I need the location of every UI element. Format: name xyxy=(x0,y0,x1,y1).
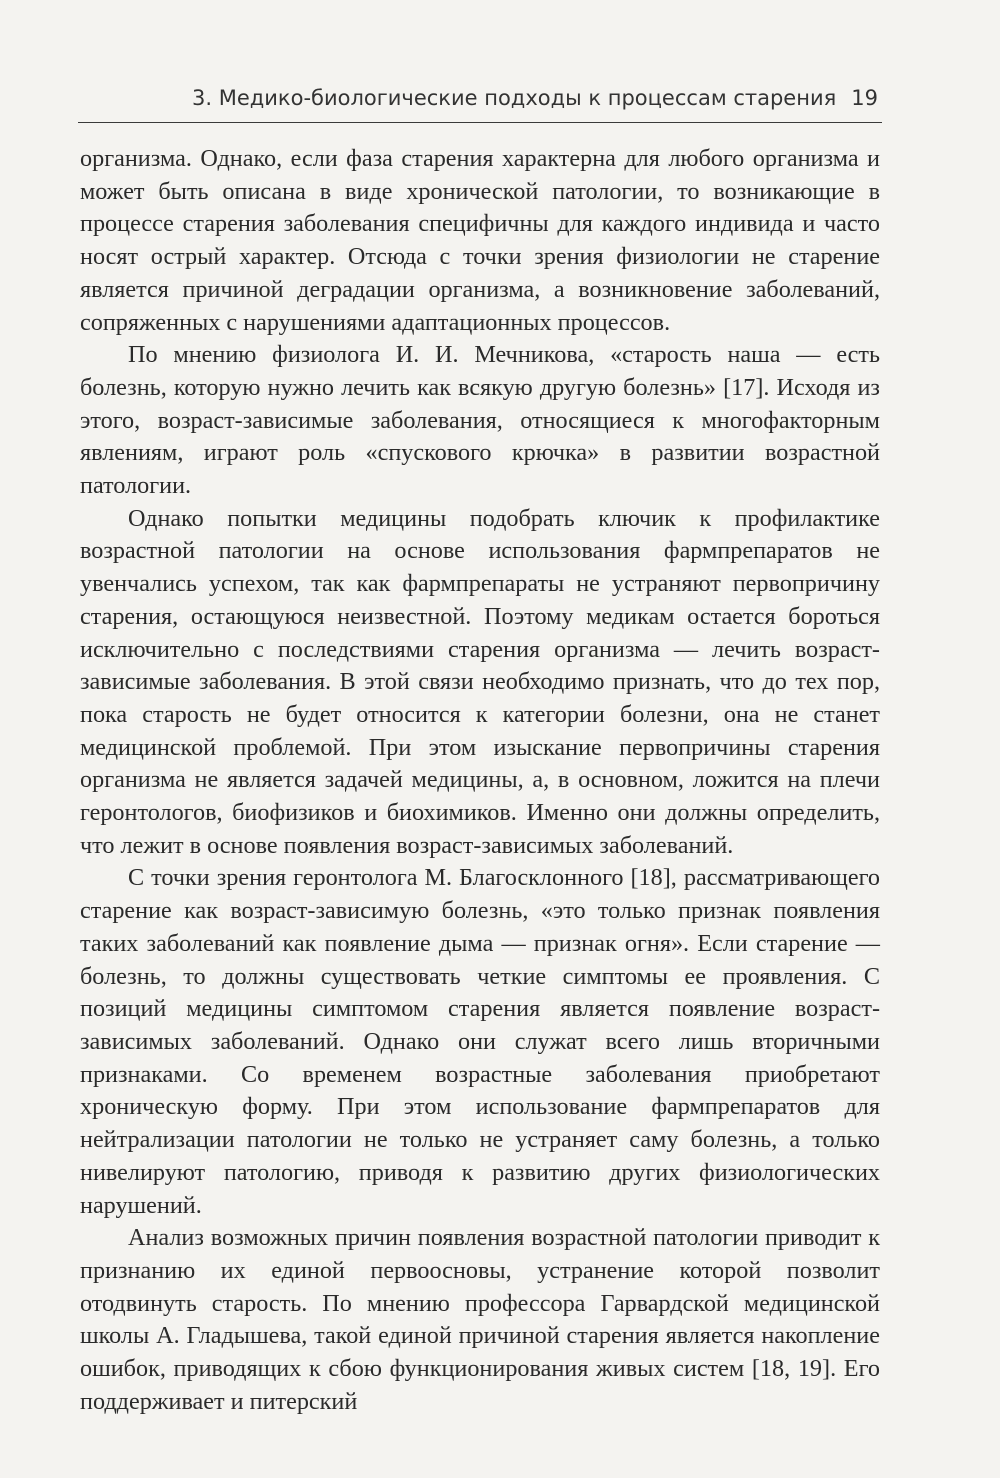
paragraph: Однако попытки медицины подобрать ключик к профилактике возрастной патологии на основе использования фармпрепаратов не увенчались успехом, так как фармпрепараты не устраняют первопричину старения, остающуюся неизвестной. Поэтому медикам остается бороться исключительно с последствиями старения организма — лечить возраст-зависимые заболевания. В этой связи необходимо признать, что до тех пор, пока старость не будет относится к категории болезни, она не станет медицинской проблемой. При этом изыскание первопричины старения организма не является задачей медицины, а, в основном, ложится на плечи геронтологов, биофизиков и биохимиков. Именно они должны определить, что лежит в основе появления возраст-зависимых заболеваний. xyxy=(80,504,880,859)
chapter-title: 3. Медико-биологические подходы к процессам старения xyxy=(192,86,837,110)
running-header xyxy=(78,78,882,123)
paragraph: По мнению физиолога И. И. Мечникова, «старость наша — есть болезнь, которую нужно лечить как всякую другую болезнь» [17]. Исходя из этого, возраст-зависимые заболевания, относящиеся к многофакторным явлениям, играют роль «спускового крючка» в развитии возрастной патологии. xyxy=(80,341,880,500)
page-number: 19 xyxy=(851,86,878,110)
paragraph: С точки зрения геронтолога М. Благосклонного [18], рассматривающего старение как возраст-зависимую болезнь, «это только признак появления таких заболеваний как появление дыма — признак огня». Если старение — болезнь, то должны существовать четкие симптомы ее проявления. С позиций медицины симптомом старения является появление возраст-зависимых заболеваний. Однако они служат всего лишь вторичными признаками. Со временем возрастные заболевания приобретают хроническую форму. При этом использование фармпрепаратов для нейтрализации патологии не только не устраняет саму болезнь, а только нивелируют патологию, приводя к развитию других физиологических нарушений. xyxy=(80,864,880,1219)
paragraph: Анализ возможных причин появления возрастной патологии приводит к признанию их единой первоосновы, устранение которой позволит отодвинуть старость. По мнению профессора Гарвардской медицинской школы А. Гладышева, такой единой причиной старения является накопление ошибок, приводящих к сбою функционирования живых систем [18, 19]. Его поддерживает и питерский xyxy=(80,1224,880,1415)
body-text xyxy=(80,143,880,1418)
paragraph-continued: организма. Однако, если фаза старения характерна для любого организма и может быть описана в виде хронической патологии, то возникающие в процессе старения заболевания специфичны для каждого индивида и часто носят острый характер. Отсюда с точки зрения физиологии не старение является причиной деградации организма, а возникновение заболеваний, сопряженных с нарушениями адаптационных процессов. xyxy=(80,145,880,336)
